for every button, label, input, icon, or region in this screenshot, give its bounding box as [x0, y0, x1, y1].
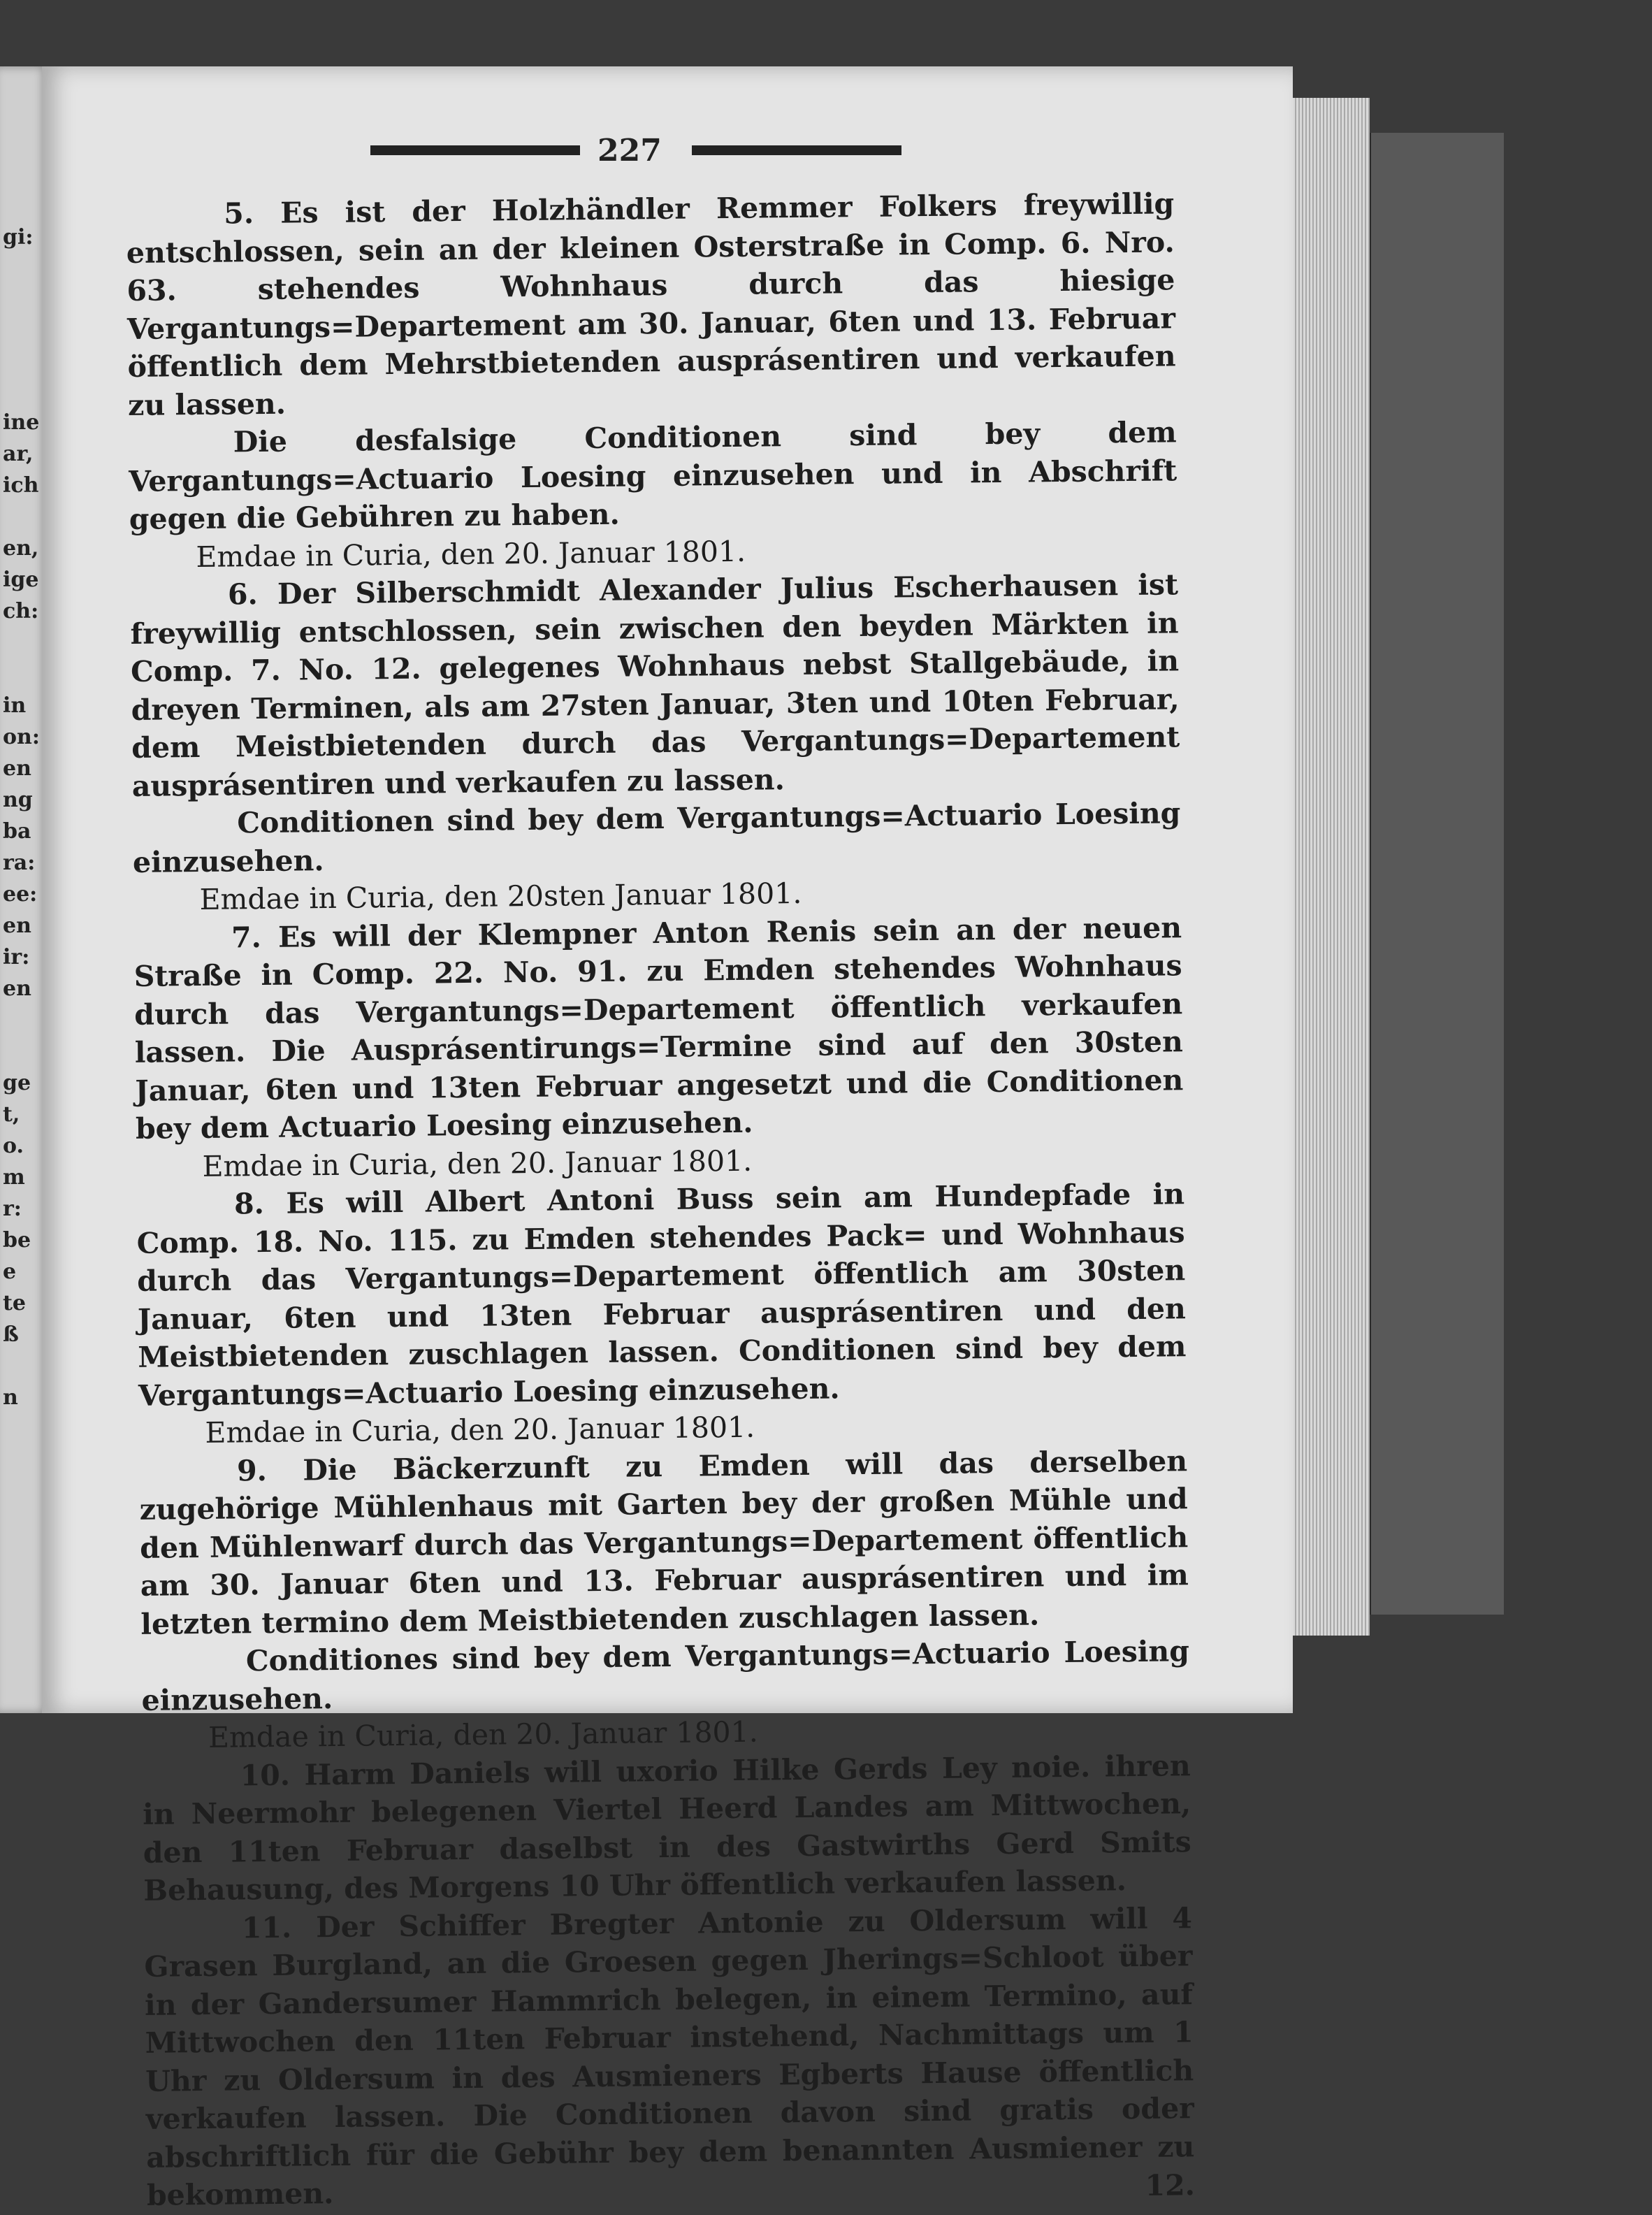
entry-body: 10. Harm Daniels will uxorio Hilke Gerds Ley noie. ihren in Neermohr belegenen Viertel Heerd Landes am Mittwochen, den 11ten Februar daselbst in des Gastwirths Gerd Smits Behausung, des Morgens 10 Uhr öffentlich verkaufen lassen.: [143, 1748, 1191, 1907]
entry-dateline: Emdae in Curia, den 20. Januar 1801.: [202, 1143, 753, 1183]
left-fragment: t,: [3, 1102, 20, 1127]
left-fragment: en: [3, 976, 31, 1001]
left-fragment: ng: [3, 788, 33, 812]
header-rule-left: [370, 145, 580, 155]
left-fragment: in: [3, 693, 27, 718]
entry-body: 6. Der Silberschmidt Alexander Julius Escherhausen ist freywillig entschlossen, sein zwischen den beyden Märkten in Comp. 7. No. 12. gelegenes Wohnhaus nebst Stallgebäude, in dreyen Terminen, als am 27sten Januar, 3ten und 10ten Februar, dem Meistbietenden durch das Vergantungs=Departement ausprásentiren und verkaufen zu lassen.: [130, 568, 1180, 803]
header-rule-right: [692, 145, 901, 155]
left-fragment: n: [3, 1385, 18, 1410]
left-fragment: o.: [3, 1134, 24, 1158]
page-edges: [1293, 98, 1370, 1636]
entry-body: 7. Es will der Klempner Anton Renis sein an der neuen Straße in Comp. 22. No. 91. zu Emden stehendes Wohnhaus durch das Vergantungs=Departement öffentlich verkaufen lassen. Die Ausprásentirungs=Termine sind auf den 30sten Januar, 6ten und 13ten Februar angesetzt und die Conditionen bey dem Actuario Loesing einzusehen.: [133, 910, 1184, 1146]
left-fragment: gi:: [3, 225, 34, 250]
entry-note: Die desfalsige Conditionen sind bey dem Vergantungs=Actuario Loesing einzusehen und in Abschrift gegen die Gebühren zu haben.: [129, 415, 1178, 536]
left-fragment: ß: [3, 1322, 19, 1347]
left-fragment: en: [3, 914, 31, 938]
left-fragment: ee:: [3, 882, 38, 907]
left-fragment: ch:: [3, 599, 39, 623]
left-fragment: ba: [3, 819, 31, 844]
entry-body: 9. Die Bäckerzunft zu Emden will das derselben zugehörige Mühlenhaus mit Garten bey der großen Mühle und den Mühlenwarf durch das Vergantungs=Departement öffentlich am 30. Januar 6ten und 13. Februar ausprásentiren und im letzten termino dem Meistbietenden zuschlagen lassen.: [139, 1443, 1189, 1641]
entry-dateline: Emdae in Curia, den 20. Januar 1801.: [205, 1410, 755, 1450]
entry-body: 8. Es will Albert Antoni Buss sein am Hundepfade in Comp. 18. No. 115. zu Emden stehendes Pack= und Wohnhaus durch das Vergantungs=Departement öffentlich am 30sten Januar, 6ten und 13ten Februar ausprásentiren und den Meistbietenden zuschlagen lassen. Conditionen sind bey dem Vergantungs=Actuario Loesing einzusehen.: [136, 1177, 1187, 1413]
entry-note: Conditiones sind bey dem Vergantungs=Actuario Loesing einzusehen.: [141, 1634, 1190, 1717]
left-fragment: ge: [3, 1071, 31, 1095]
left-fragment: ine: [3, 410, 40, 435]
page-body: [126, 185, 1195, 2215]
left-fragment: ar,: [3, 442, 34, 466]
book-cover: [1368, 133, 1504, 1615]
left-fragment: ra:: [3, 851, 36, 875]
left-fragment: en: [3, 756, 31, 781]
left-fragment: ir:: [3, 945, 30, 969]
left-fragment: be: [3, 1228, 31, 1253]
left-fragment: ige: [3, 568, 39, 592]
left-fragment: m: [3, 1165, 25, 1190]
entry-body: 11. Der Schiffer Bregter Antonie zu Oldersum will 4 Grasen Burgland, an die Groesen gegen Jherings=Schloot über in der Gandersumer Hammrich belegen, in einem Termino, auf Mittwochen den 11ten Februar instehend, Nachmittags um 1 Uhr zu Oldersum in des Ausmieners Egberts Hause öffentlich verkaufen lassen. Die Conditionen davon sind gratis oder abschriftlich für die Gebühr bey dem benannten Ausmiener zu bekommen.: [144, 1900, 1195, 2212]
left-fragment: e: [3, 1260, 17, 1284]
entry-dateline: Emdae in Curia, den 20. Januar 1801.: [208, 1715, 758, 1754]
entry-dateline: Emdae in Curia, den 20. Januar 1801.: [196, 534, 746, 574]
entry-body: 5. Es ist der Holzhändler Remmer Folkers freywillig entschlossen, sein an der kleinen Osterstraße in Comp. 6. Nro. 63. stehendes Wohnhaus durch das hiesige Vergantungs=Departement am 30. Januar, 6ten und 13. Februar öffentlich dem Mehrstbietenden ausprásentiren und verkaufen zu lassen.: [126, 187, 1176, 422]
left-fragment: ich: [3, 473, 39, 498]
left-fragment: r:: [3, 1197, 22, 1221]
left-fragment: on:: [3, 725, 40, 749]
entry-note: Conditionen sind bey dem Vergantungs=Actuario Loesing einzusehen.: [132, 796, 1181, 879]
entry-dateline: Emdae in Curia, den 20sten Januar 1801.: [199, 876, 802, 916]
page-header: [370, 133, 1104, 168]
catchword: 12.: [1145, 2167, 1196, 2202]
page-number: 227: [597, 133, 662, 168]
left-fragment: te: [3, 1291, 26, 1315]
left-fragment: en,: [3, 536, 39, 561]
